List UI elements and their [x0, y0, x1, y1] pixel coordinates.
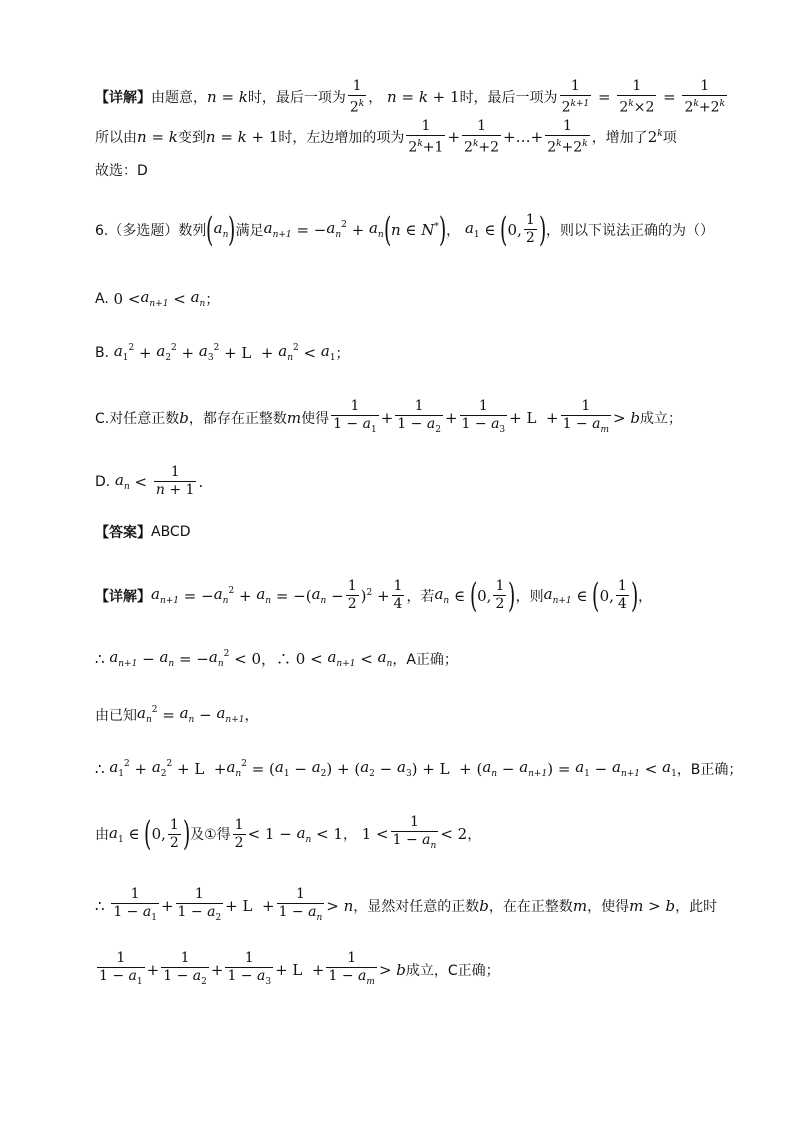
fraction: $\frac{1}{1 - a_2}$ — [395, 398, 443, 439]
detail2-line1: 【详解】 $a_{n+1}$ = − $a_n^2$ + $a_n$ = −( $a_n$ − $\frac{1}{2}$ )$^2$ + $\frac{1}{4}$ ，若 $a_n$ ∈ ( 0, $\frac{1}{2}$ ) ，则 $a_{n+1}$ ∈ ( 0, $\frac{1}{4}$ ) ， — [95, 575, 653, 616]
detail2-line2: ∴ $a_{n+1}$ − $a_n$ = − $a_n^2$ < 0，∴ 0 < $a_{n+1}$ < $a_n$ ，A正确； — [95, 648, 458, 669]
detail2-line4: ∴ $a_1^2$ + $a_2^2$ + L + $a_n^2$ = ( $a_1$ − $a_2$ ) + ( $a_2$ − $a_3$ ) + L + ( $a_n$ − $a_{n+1}$ ) = $a_1$ − $a_{n+1}$ < $a_1$ ，B正确； — [95, 758, 743, 779]
detail1-line1: 【详解】 由题意， n = k 时，最后一项为 $\frac{1}{2^k}$ ， n = k + 1 时，最后一项为 $\frac{1}{2^{k+1}}$ = $\frac{1}{2^k\times 2}$ = $\frac{1}{2^k+2^k}$ — [95, 78, 725, 116]
formula: n — [207, 88, 217, 107]
question6-stem: 6.（多选题）数列 ( $a_n$ ) 满足 $a_{n+1}$ = − $a_n^2$ + $a_n$ ( n ∈ N* ) ， $a_1$ ∈ ( 0, $\frac{1}{2}$ ) ，则以下说法正确的为（） — [95, 209, 715, 250]
option-b: B. $a_1^2$ + $a_2^2$ + $a_3^2$ + L + $a_n^2$ < $a_1$ ； — [95, 342, 350, 363]
fraction: $\frac{1}{n + 1}$ — [155, 464, 195, 498]
fraction: $\frac{1}{1 - a_1}$ — [331, 398, 379, 439]
fraction: $\frac{1}{1 - a_3}$ — [460, 398, 508, 439]
fraction: $\frac{1}{2^k+2^k}$ — [547, 118, 588, 156]
fraction: $\frac{1}{4}$ — [617, 578, 627, 612]
fraction: $\frac{1}{2^k}$ — [349, 78, 365, 116]
fraction: $\frac{1}{1 - a_m}$ — [561, 398, 611, 439]
fraction: $\frac{1}{1 - a_2}$ — [161, 950, 209, 991]
fraction: $\frac{1}{2}$ — [234, 816, 244, 851]
detail1-line3: 故选：D — [95, 163, 148, 179]
detail2-line6: ∴ $\frac{1}{1 - a_1}$ + $\frac{1}{1 - a_2}$ + L + $\frac{1}{1 - a_n}$ > n ，显然对任意的正数 b ，在在正整数 m ，使得 m > b ，此时 — [95, 886, 734, 927]
fraction: $\frac{1}{2^k+1}$ — [408, 118, 444, 156]
fraction: $\frac{1}{2}$ — [525, 212, 535, 246]
option-c: C.对任意正数 b ，都存在正整数 m 使得 $\frac{1}{1 - a_1}$ + $\frac{1}{1 - a_2}$ + $\frac{1}{1 - a_3}$ + L + $\frac{1}{1 - a_m}$ > b 成立； — [95, 398, 734, 439]
fraction: $\frac{1}{1 - a_3}$ — [225, 950, 273, 991]
fraction: $\frac{1}{2}$ — [347, 578, 357, 612]
detail2-line5: 由 $a_1$ ∈ ( 0, $\frac{1}{2}$ ) 及①得 $\frac{1}{2}$ < 1 − $a_n$ < 1 ， 1 < $\frac{1}{1 - a_n}$ < 2 ， — [95, 814, 482, 855]
detail2-line3: 由已知 $a_n^2$ = $a_n$ − $a_{n+1}$ ， — [95, 704, 259, 725]
fraction: $\frac{1}{1 - a_n}$ — [391, 814, 439, 855]
fraction: $\frac{1}{2^k+2^k}$ — [684, 78, 725, 116]
answer-line — [95, 522, 734, 542]
detail-label: 【详解】 — [95, 588, 151, 605]
fraction: $\frac{1}{4}$ — [393, 578, 403, 612]
fraction: $\frac{1}{2}$ — [495, 578, 505, 612]
detail2-line7: $\frac{1}{1 - a_1}$ + $\frac{1}{1 - a_2}$ + $\frac{1}{1 - a_3}$ + L + $\frac{1}{1 - a_m}$ > b 成立，C正确； — [95, 950, 734, 991]
answer-label: 【答案】 — [95, 525, 151, 541]
fraction: $\frac{1}{2^{k+1}}$ — [561, 78, 590, 116]
fraction: $\frac{1}{2}$ — [169, 816, 179, 851]
fraction: $\frac{1}{1 - a_2}$ — [176, 886, 224, 927]
option-a: A. 0 < $a_{n+1}$ < $a_n$ ； — [95, 288, 220, 309]
detail1-line2: 所以由 n = k 变到 n = k + 1 时，左边增加的项为 $\frac{1}{2^k+1}$ + $\frac{1}{2^k+2}$ +…+ $\frac{1}{2^k+2^k}$ ，增加了 2$^k$ 项 — [95, 118, 677, 156]
fraction: $\frac{1}{2^k+2}$ — [464, 118, 500, 156]
fraction: $\frac{1}{1 - a_1}$ — [97, 950, 145, 991]
option-d: D. $a_n$ < $\frac{1}{n + 1}$ . — [95, 464, 204, 498]
fraction: $\frac{1}{2^k\times 2}$ — [619, 78, 655, 116]
detail-label: 【详解】 — [95, 90, 151, 107]
answer-value: ABCD — [151, 524, 191, 540]
fraction: $\frac{1}{1 - a_1}$ — [111, 886, 159, 927]
fraction: $\frac{1}{1 - a_n}$ — [277, 886, 325, 927]
fraction: $\frac{1}{1 - a_m}$ — [326, 950, 376, 991]
